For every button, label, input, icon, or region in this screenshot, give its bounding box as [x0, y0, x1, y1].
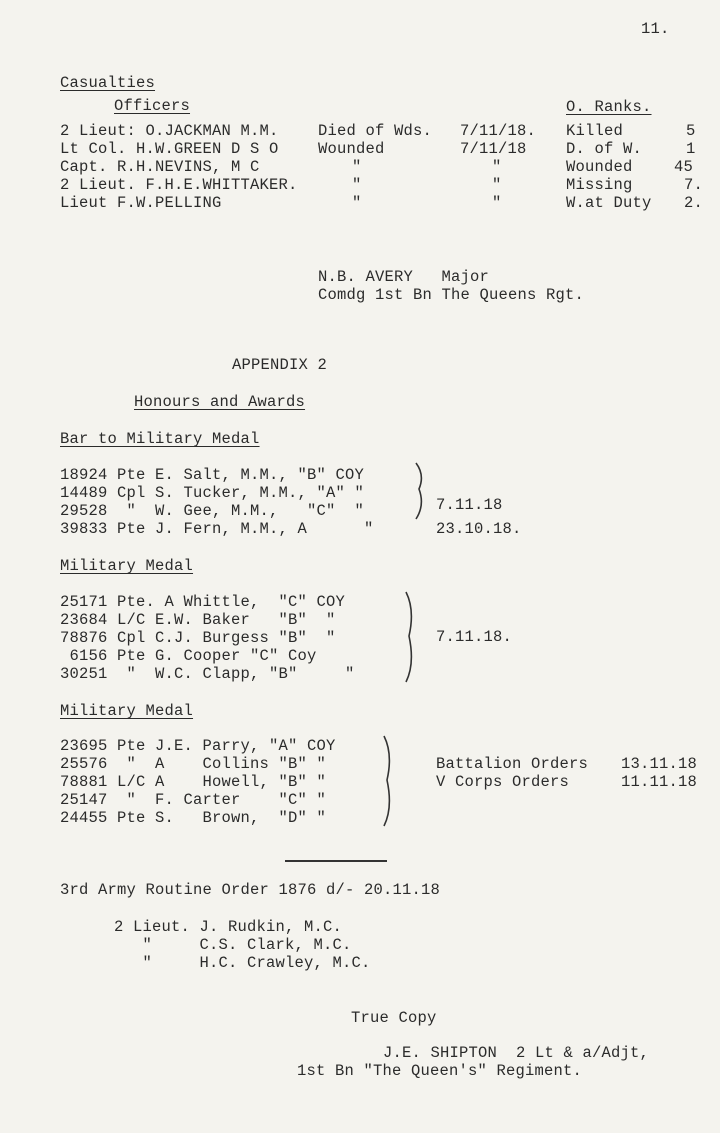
rank-count: 2.: [684, 194, 704, 212]
order-label: V Corps Orders: [436, 773, 570, 791]
list-item: 6156 Pte G. Cooper "C" Coy: [60, 647, 317, 665]
list-item: 39833 Pte J. Fern, M.M., A ": [60, 520, 374, 538]
rank-count: 5: [686, 122, 696, 140]
page-number: 11.: [641, 20, 670, 38]
officer-date: ": [492, 194, 502, 212]
other-ranks-heading: O. Ranks.: [566, 98, 652, 116]
list-item: 25147 " F. Carter "C" ": [60, 791, 327, 809]
military-medal-heading-1: Military Medal: [60, 557, 194, 575]
list-item: 78876 Cpl C.J. Burgess "B" ": [60, 629, 336, 647]
order-label: Battalion Orders: [436, 755, 589, 773]
list-item: " H.C. Crawley, M.C.: [114, 954, 371, 972]
officer-date: ": [492, 158, 502, 176]
bracket-bar-to-mm: [413, 461, 429, 521]
rank-label: W.at Duty: [566, 194, 652, 212]
true-copy-unit: 1st Bn "The Queen's" Regiment.: [297, 1062, 583, 1080]
bar-to-mm-date-2: 23.10.18.: [436, 520, 522, 538]
list-item: 29528 " W. Gee, M.M., "C" ": [60, 502, 365, 520]
rank-count: 1: [686, 140, 696, 158]
rank-label: D. of W.: [566, 140, 643, 158]
bracket-military-medal-1: [403, 590, 419, 684]
rank-label: Missing: [566, 176, 633, 194]
order-date: 13.11.18: [621, 755, 698, 773]
section-divider: [285, 860, 387, 862]
true-copy-label: True Copy: [351, 1009, 437, 1027]
officer-name: 2 Lieut. F.H.E.WHITTAKER.: [60, 176, 298, 194]
military-medal-heading-2: Military Medal: [60, 702, 194, 720]
appendix-title: APPENDIX 2: [232, 356, 328, 374]
officer-status: ": [352, 158, 362, 176]
military-medal-date-1: 7.11.18.: [436, 628, 513, 646]
signoff-line-1: N.B. AVERY Major: [318, 268, 490, 286]
officer-status: Died of Wds.: [318, 122, 433, 140]
list-item: 23695 Pte J.E. Parry, "A" COY: [60, 737, 336, 755]
rank-count: 7.: [684, 176, 704, 194]
officer-status: Wounded: [318, 140, 385, 158]
officer-date: 7/11/18: [460, 140, 527, 158]
officer-date: ": [492, 176, 502, 194]
list-item: 78881 L/C A Howell, "B" ": [60, 773, 327, 791]
list-item: 25576 " A Collins "B" ": [60, 755, 327, 773]
appendix-subtitle: Honours and Awards: [134, 393, 306, 411]
officer-name: 2 Lieut: O.JACKMAN M.M.: [60, 122, 279, 140]
order-date: 11.11.18: [621, 773, 698, 791]
list-item: 18924 Pte E. Salt, M.M., "B" COY: [60, 466, 365, 484]
rank-label: Killed: [566, 122, 624, 140]
signoff-line-2: Comdg 1st Bn The Queens Rgt.: [318, 286, 585, 304]
officer-status: ": [352, 194, 362, 212]
list-item: 2 Lieut. J. Rudkin, M.C.: [114, 918, 343, 936]
rank-label: Wounded: [566, 158, 633, 176]
bracket-military-medal-2: [381, 734, 397, 828]
bar-to-mm-date-1: 7.11.18: [436, 496, 503, 514]
list-item: 30251 " W.C. Clapp, "B" ": [60, 665, 355, 683]
bar-to-mm-heading: Bar to Military Medal: [60, 430, 260, 448]
officer-name: Lt Col. H.W.GREEN D S O: [60, 140, 279, 158]
list-item: 14489 Cpl S. Tucker, M.M., "A" ": [60, 484, 365, 502]
casualties-heading: Casualties: [60, 74, 156, 92]
officer-name: Capt. R.H.NEVINS, M C: [60, 158, 260, 176]
list-item: 23684 L/C E.W. Baker "B" ": [60, 611, 336, 629]
officer-name: Lieut F.W.PELLING: [60, 194, 222, 212]
list-item: 25171 Pte. A Whittle, "C" COY: [60, 593, 346, 611]
list-item: 24455 Pte S. Brown, "D" ": [60, 809, 327, 827]
routine-order-title: 3rd Army Routine Order 1876 d/- 20.11.18: [60, 881, 441, 899]
true-copy-signature: J.E. SHIPTON 2 Lt & a/Adjt,: [383, 1044, 650, 1062]
officer-date: 7/11/18.: [460, 122, 537, 140]
officers-heading: Officers: [114, 97, 191, 115]
rank-count: 45: [674, 158, 694, 176]
officer-status: ": [352, 176, 362, 194]
list-item: " C.S. Clark, M.C.: [114, 936, 352, 954]
